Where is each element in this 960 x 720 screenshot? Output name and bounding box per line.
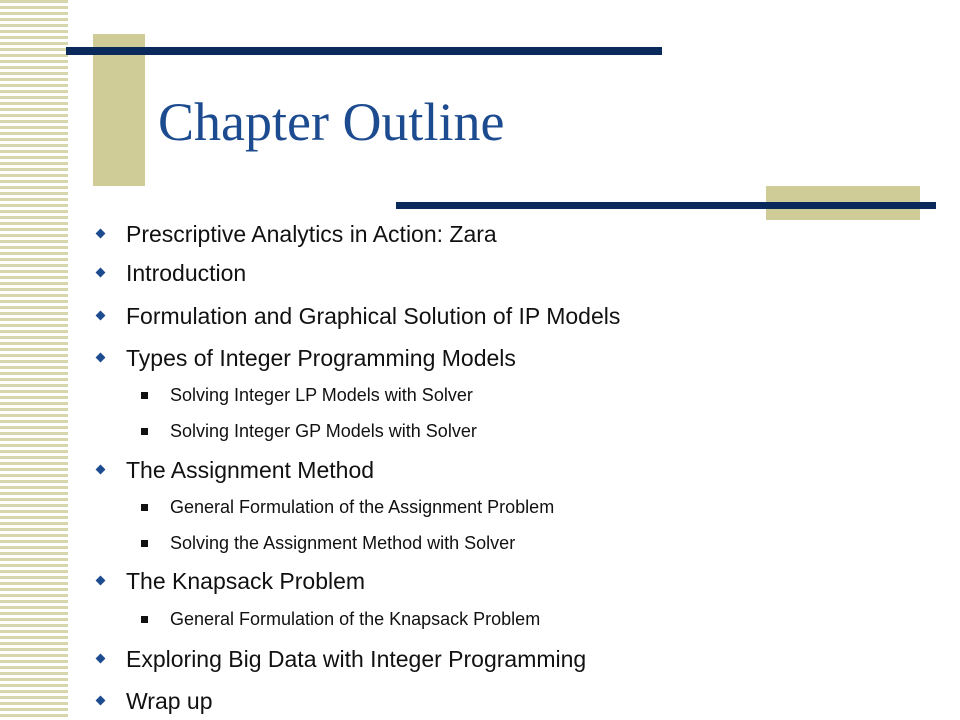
- outline-subitem-text: General Formulation of the Knapsack Problem: [170, 609, 541, 629]
- diamond-bullet-icon: [96, 268, 106, 278]
- outline-item-text: Introduction: [126, 260, 247, 286]
- outline-item-text: Exploring Big Data with Integer Programming: [126, 646, 587, 672]
- diamond-bullet-icon: [96, 353, 106, 363]
- outline-item: [126, 456, 374, 484]
- outline-item-text: Formulation and Graphical Solution of IP Models: [126, 303, 621, 329]
- outline-item: [126, 567, 365, 595]
- outline-item: [126, 259, 246, 287]
- slide-title: Chapter Outline: [158, 92, 505, 152]
- outline-item-text: Types of Integer Programming Models: [126, 345, 516, 371]
- outline-item: [126, 220, 497, 248]
- diamond-bullet-icon: [96, 465, 106, 475]
- outline-item-text: The Assignment Method: [126, 457, 375, 483]
- outline-item-text: Wrap up: [126, 688, 213, 714]
- outline-subitem: [170, 496, 554, 518]
- outline-subitem-text: Solving the Assignment Method with Solver: [170, 533, 516, 553]
- square-bullet-icon: [141, 392, 148, 399]
- square-bullet-icon: [141, 616, 148, 623]
- outline-subitem-text: Solving Integer LP Models with Solver: [170, 385, 473, 405]
- outline-item: [126, 344, 516, 372]
- outline-item: [126, 645, 586, 673]
- diamond-bullet-icon: [96, 229, 106, 239]
- diamond-bullet-icon: [96, 311, 106, 321]
- diamond-bullet-icon: [96, 696, 106, 706]
- outline-subitem: [170, 608, 540, 630]
- outline-subitem: [170, 420, 477, 442]
- diamond-bullet-icon: [96, 576, 106, 586]
- outline-item-text: Prescriptive Analytics in Action: Zara: [126, 221, 497, 247]
- square-bullet-icon: [141, 504, 148, 511]
- outline-subitem-text: General Formulation of the Assignment Problem: [170, 497, 555, 517]
- outline-subitem: [170, 532, 515, 554]
- outline-subitem-text: Solving Integer GP Models with Solver: [170, 421, 477, 441]
- square-bullet-icon: [141, 428, 148, 435]
- outline-item: [126, 687, 213, 715]
- square-bullet-icon: [141, 540, 148, 547]
- outline-item: [126, 302, 620, 330]
- diamond-bullet-icon: [96, 654, 106, 664]
- outline-item-text: The Knapsack Problem: [126, 568, 366, 594]
- outline-subitem: [170, 384, 473, 406]
